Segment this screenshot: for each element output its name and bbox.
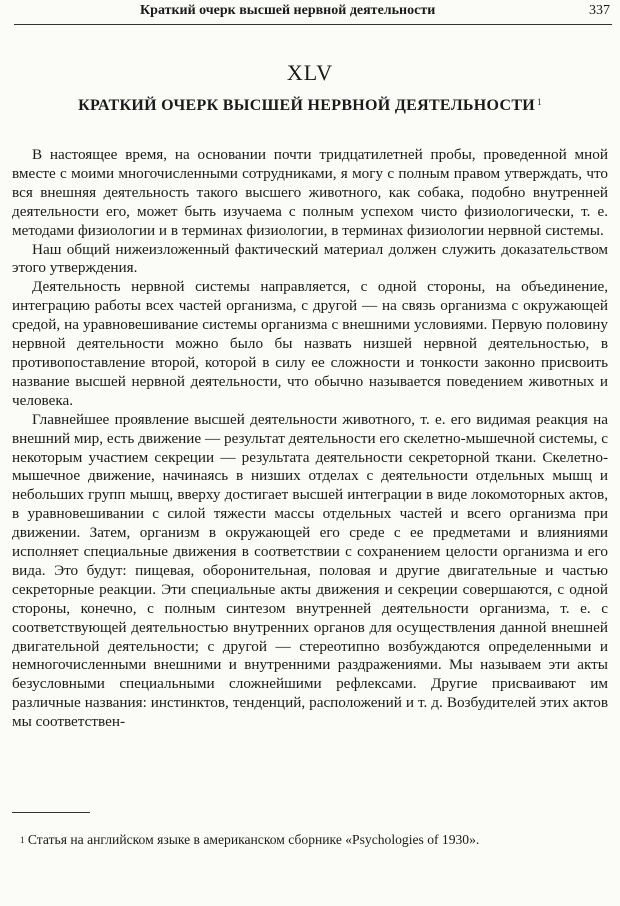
footnote-rule [12, 812, 90, 813]
footnote-text: Статья на английском языке в американском сборнике «Psychologies of 1930». [27, 832, 480, 847]
footnote-reference[interactable]: 1 [537, 97, 542, 107]
paragraph: Деятельность нервной системы направляется, с одной стороны, на объединение, интеграцию работы всех частей организма, с другой — на связь организма с окружающей средой, на уравновешивание системы организма с внешними условиями. Первую половину нервной деятельности можно было бы назвать низшей нервной деятельностью, в противопоставление второй, которой в силу ее сложности и тонкости законно присвоить название высшей нервной деятельности, что обычно называется поведением животных и человека. [12, 278, 608, 409]
running-title: Краткий очерк высшей нервной деятельности [140, 3, 436, 18]
page-number: 337 [589, 3, 610, 18]
paragraph: Главнейшее проявление высшей деятельности животного, т. е. его видимая реакция на внешний мир, есть движение — результат деятельности его скелетно-мышечной системы, с некоторым участием секреции — результата деятельности секреторной ткани. Скелетно-мышечное движение, начинаясь в низших отделах с деятельности отдельных мышц и небольших групп мышц, вверху достигает высшей интеграции в виде локомоторных актов, в уравновешивании с силой тяжести массы отдельных частей и всего организма при движении. Затем, организм в окружающей его среде с ее предметами и влияниями исполняет специальные движения в соответствии с сохранением целости организма и его вида. Это будут: пищевая, оборонительная, половая и другие двигательные и частью секреторные реакции. Эти специальные акты движения и секреции совершаются, с одной стороны, конечно, с полным синтезом внутренней деятельности организма, т. е. с соответствующей деятельностью внутренних органов для осуществления данной внешней двигательной деятельности; с другой — стереотипно возбуждаются определенными и немногочисленными внешними и внутренними раздражениями. Мы называем эти акты безусловными специальными сложнейшими рефлексами. Другие присваивают им различные названия: инстинктов, тенденций, расположений и т. д. Возбудителей этих актов мы соответствен- [12, 410, 608, 731]
chapter-title [0, 97, 620, 115]
header-rule [14, 24, 612, 25]
chapter-number: XLV [286, 60, 334, 85]
body-text [12, 146, 608, 732]
footnote-marker: 1 [20, 835, 25, 845]
running-head [14, 3, 612, 21]
paragraph: Наш общий нижеизложенный фактический материал должен служить доказательством этого утверждения. [12, 240, 608, 277]
footnote [12, 832, 612, 848]
chapter-title-text: КРАТКИЙ ОЧЕРК ВЫСШЕЙ НЕРВНОЙ ДЕЯТЕЛЬНОСТИ [78, 97, 536, 114]
paragraph: В настоящее время, на основании почти тридцатилетней пробы, проведенной мной вместе с моими многочисленными сотрудниками, я могу с полным правом утверждать, что вся внешняя деятельность такого высшего животного, как собака, подобно внутренней деятельности его, может быть изучаема с полным успехом чисто физиологически, т. е. методами физиологии и в терминах физиологии, в терминах физиологии нервной системы. [12, 146, 608, 239]
